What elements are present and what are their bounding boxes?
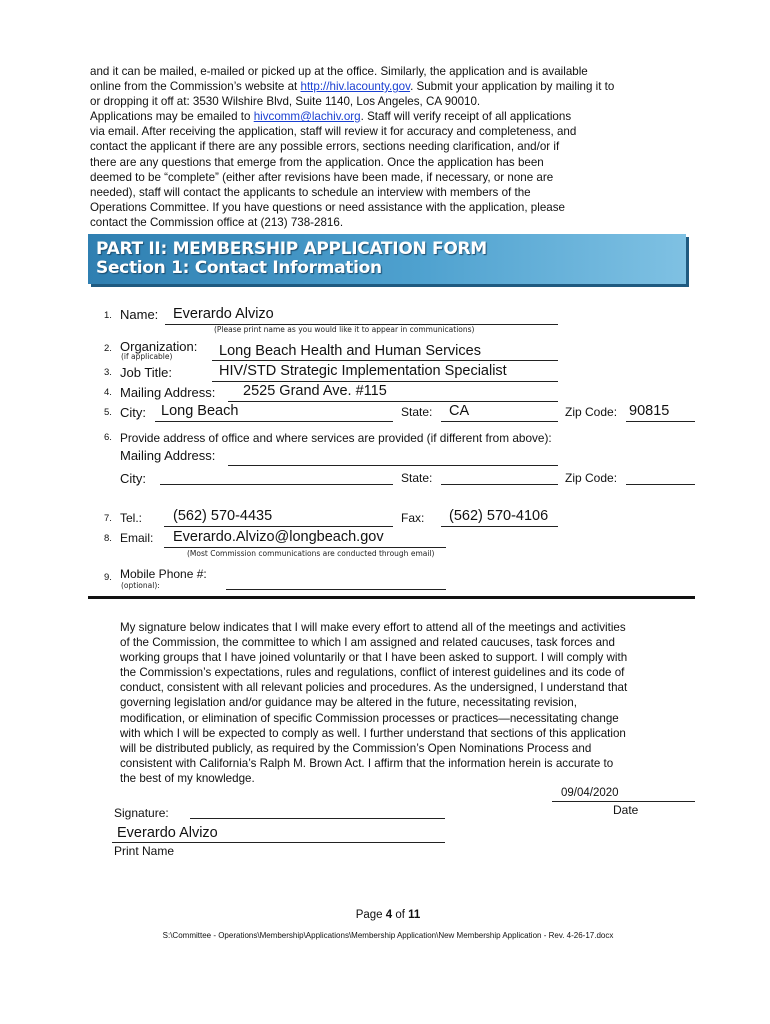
city-line: [155, 421, 393, 422]
section-divider: [88, 596, 695, 599]
mobile-phone-hint: (optional):: [121, 581, 160, 590]
item-number: 3.: [104, 367, 112, 378]
alt-state-field[interactable]: [441, 484, 558, 485]
date-value[interactable]: 09/04/2020: [561, 787, 619, 799]
item-number: 1.: [104, 310, 112, 321]
city-label: City:: [120, 405, 146, 420]
intro-line: contact the applicant if there are any possible errors, sections needing clarification, and/or if: [90, 140, 560, 154]
intro-line: needed), staff will contact the applicants to schedule an interview with members of the: [90, 185, 531, 199]
alternate-address-prompt: Provide address of office and where services are provided (if different from above):: [120, 431, 552, 445]
mailing-address-label: Mailing Address:: [120, 385, 216, 400]
statement-line: the best of my knowledge.: [120, 771, 255, 785]
fax-line: [441, 526, 558, 527]
intro-text: online from the Commission’s website at: [90, 80, 301, 94]
intro-text: . Staff will verify receipt of all applications: [360, 110, 572, 124]
mailing-address-value[interactable]: 2525 Grand Ave. #115: [243, 383, 387, 399]
alt-city-label: City:: [120, 471, 146, 486]
alt-zip-label: Zip Code:: [565, 471, 618, 485]
organization-label: Organization:: [120, 339, 198, 354]
alt-zip-field[interactable]: [626, 484, 695, 485]
page-number: [88, 909, 688, 921]
email-label: Email:: [120, 531, 154, 545]
mailing-address-line: [228, 401, 558, 402]
banner-subtitle: Section 1: Contact Information: [96, 258, 382, 278]
intro-text: . Submit your application by mailing it to: [410, 80, 615, 94]
alt-mailing-address-field[interactable]: [228, 465, 558, 466]
intro-line: [90, 109, 690, 124]
intro-line: Operations Committee. If you have questions or need assistance with the application, please: [90, 200, 565, 214]
statement-line: with which I will be expected to comply as well. I further understand that sections of this application: [120, 726, 626, 740]
statement-line: working groups that I have joined voluntarily or that I have been asked to support. I will comply with: [120, 651, 628, 665]
page-text: Page: [355, 909, 386, 921]
intro-line: there are any questions that emerge from the application. Once the application has been: [90, 155, 544, 169]
item-number: 7.: [104, 513, 112, 524]
organization-hint: (if applicable): [121, 352, 173, 361]
job-title-label: Job Title:: [120, 365, 173, 380]
intro-line: deemed to be “complete” (either after revisions have been made, if necessary, or none are: [90, 170, 554, 184]
fax-label: Fax:: [401, 511, 425, 525]
statement-line: will be distributed publicly, as required by the Commission’s Open Nominations Process and: [120, 741, 592, 755]
email-hint: (Most Commission communications are conducted through email): [187, 549, 435, 558]
item-number: 4.: [104, 387, 112, 398]
intro-text: Applications may be emailed to: [90, 110, 254, 124]
intro-paragraph: [90, 64, 690, 230]
city-value[interactable]: Long Beach: [161, 403, 239, 419]
signature-label: Signature:: [114, 806, 169, 820]
fax-value[interactable]: (562) 570-4106: [449, 508, 549, 524]
intro-line: or dropping it off at: 3530 Wilshire Blvd, Suite 1140, Los Angeles, CA 90010.: [90, 95, 481, 109]
statement-line: of the Commission, the committee to which I am assigned and related caucuses, task forces and: [120, 636, 615, 650]
date-line: [552, 801, 695, 802]
signature-field[interactable]: [190, 818, 445, 819]
mobile-phone-label: Mobile Phone #:: [120, 567, 207, 581]
state-label: State:: [401, 405, 433, 419]
tel-line: [164, 526, 393, 527]
intro-line: [90, 79, 690, 94]
alt-mailing-address-label: Mailing Address:: [120, 448, 216, 463]
section-banner: [88, 234, 686, 284]
date-label: Date: [613, 803, 639, 817]
print-name-label: Print Name: [114, 844, 175, 858]
print-name-value[interactable]: Everardo Alvizo: [117, 825, 218, 841]
mobile-phone-field[interactable]: [226, 589, 446, 590]
statement-line: conduct, consistent with all relevant policies and procedures. As the undersigned, I understand that: [120, 681, 628, 695]
job-title-line: [212, 381, 558, 382]
intro-line: and it can be mailed, e-mailed or picked up at the office. Similarly, the application and is available: [90, 65, 588, 78]
page-current: 4: [385, 909, 393, 921]
organization-value[interactable]: Long Beach Health and Human Services: [219, 343, 481, 359]
item-number: 5.: [104, 407, 112, 418]
statement-line: My signature below indicates that I will make every effort to attend all of the meetings and activities: [120, 621, 626, 634]
statement-line: governing legislation and/or guidance may be altered in the future, necessitating revision,: [120, 696, 577, 710]
print-name-line: [112, 842, 445, 843]
organization-line: [212, 360, 558, 361]
name-value[interactable]: Everardo Alvizo: [173, 306, 274, 322]
statement-line: consistent with California’s Ralph M. Brown Act. I affirm that the information herein is accurate to: [120, 756, 614, 770]
statement-line: the Commission’s expectations, rules and regulations, conflict of interest guidelines and its code of: [120, 666, 625, 680]
zip-line: [626, 421, 695, 422]
tel-value[interactable]: (562) 570-4435: [173, 508, 273, 524]
statement-line: modification, or elimination of specific Commission processes or practices—necessitating change: [120, 711, 619, 725]
item-number: 9.: [104, 572, 112, 583]
email-value[interactable]: Everardo.Alvizo@longbeach.gov: [173, 529, 384, 545]
intro-line: via email. After receiving the application, staff will review it for accuracy and completeness, and: [90, 125, 577, 139]
name-label: Name:: [120, 307, 159, 322]
item-number: 8.: [104, 533, 112, 544]
tel-label: Tel.:: [120, 511, 143, 525]
zip-label: Zip Code:: [565, 405, 618, 419]
name-hint: (Please print name as you would like it to appear in communications): [214, 325, 475, 334]
page-total: 11: [408, 909, 421, 921]
zip-value[interactable]: 90815: [629, 403, 670, 419]
state-line: [441, 421, 558, 422]
item-number: 2.: [104, 343, 112, 354]
state-value[interactable]: CA: [449, 403, 470, 419]
page-text: of: [392, 909, 409, 921]
commitment-statement: [120, 620, 680, 786]
banner-title: PART II: MEMBERSHIP APPLICATION FORM: [96, 239, 487, 259]
website-link[interactable]: http://hiv.lacounty.gov: [300, 80, 411, 94]
item-number: 6.: [104, 432, 112, 443]
alt-city-field[interactable]: [160, 484, 393, 485]
job-title-value[interactable]: HIV/STD Strategic Implementation Specialist: [219, 363, 507, 379]
email-line: [164, 547, 446, 548]
email-link[interactable]: hivcomm@lachiv.org: [253, 110, 361, 124]
alt-state-label: State:: [401, 471, 433, 485]
intro-line: contact the Commission office at (213) 738-2816.: [90, 215, 344, 229]
file-path: S:\Committee - Operations\Membership\Applications\Membership Application\New Membership Application - Rev. 4-26-17.docx: [162, 931, 614, 940]
